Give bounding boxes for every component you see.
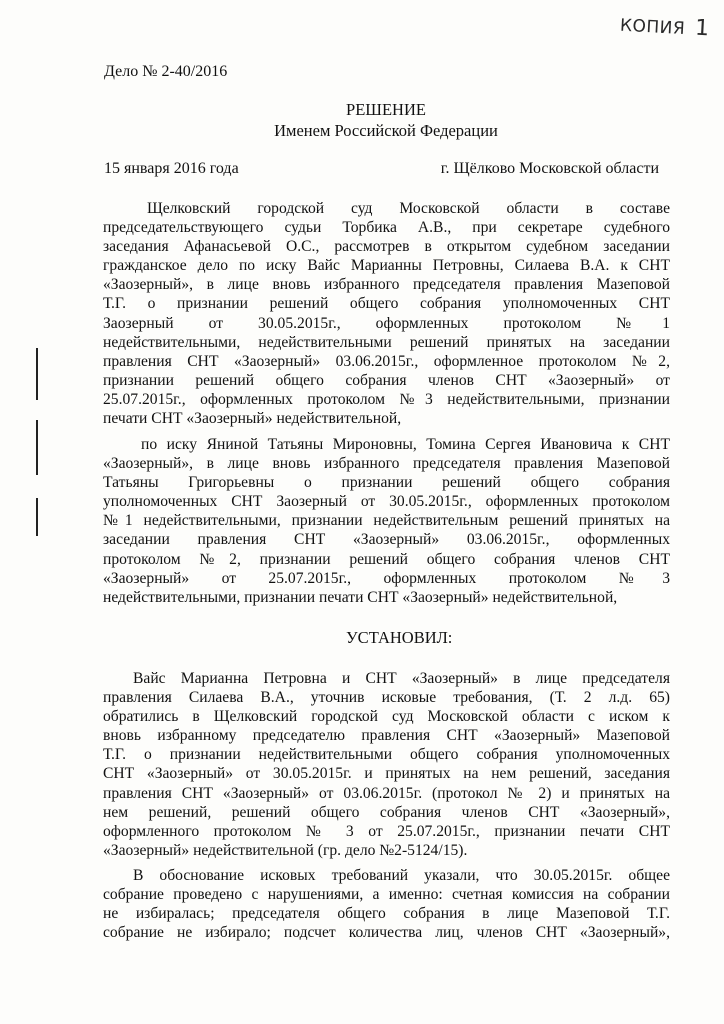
document-title: РЕШЕНИЕ: [346, 100, 426, 119]
text-line: Т.Г. о признании решений общего собрания уполномоченных СНТ: [103, 295, 670, 313]
text-line: «Заозерный» от 25.07.2015г., оформленных протоколом №3: [103, 569, 670, 587]
text-line: протоколом №2, признании решений общего собрания членов СНТ: [103, 550, 670, 568]
text-line: «Заозерный», в лице вновь избранного председателя правления Мазеповой: [103, 455, 670, 473]
text-line: правления СНТ «Заозерный» 03.06.2015г., оформленное протоколом №2,: [103, 352, 670, 370]
text-line: гражданское дело по иску Вайс Марианны Петровны, Силаева В.А. к СНТ: [103, 257, 670, 275]
text-line: печати СНТ «Заозерный» недействительной,: [103, 410, 402, 428]
text-line: собрание проведено с нарушениями, а именно: счетная комиссия на собрании: [103, 886, 670, 904]
text-line: правления СНТ «Заозерный» от 03.06.2015г. (протокол № 2) и принятых на: [103, 784, 670, 802]
text-line: собрание не избирало; подсчет количества лиц, членов СНТ «Заозерный»,: [103, 924, 670, 942]
document-subtitle: Именем Российской Федерации: [274, 121, 498, 140]
date-place-line: [104, 160, 659, 178]
text-line: вновь избранному председателю правления СНТ «Заозерный» Мазеповой: [103, 727, 670, 745]
text-line: В обоснование исковых требований указали, что 30.05.2015г. общее: [133, 867, 670, 884]
page-number: 1: [694, 15, 711, 42]
text-line: правления Силаева В.А., уточнив исковые требования, (Т. 2 л.д. 65): [103, 689, 670, 707]
text-line: СНТ «Заозерный» от 30.05.2015г. и принятых на нем решений, заседания: [103, 765, 670, 783]
second-claim-paragraph: [103, 435, 670, 607]
margin-mark: [36, 420, 38, 475]
copy-stamp: [620, 12, 711, 42]
text-line: Вайс Марианна Петровна и СНТ «Заозерный» в лице председателя: [133, 670, 670, 687]
margin-mark: [36, 348, 38, 400]
text-line: недействительными, признании печати СНТ «Заозерный» недействительной,: [103, 588, 618, 606]
text-line: недействительными, недействительными решений принятых на заседании: [103, 333, 670, 351]
text-line: нем решений, решений общего собрания членов СНТ «Заозерный»,: [103, 803, 670, 821]
text-line: обратились в Щелковский городской суд Московской области с иском к: [103, 708, 670, 726]
text-line: уполномоченных СНТ Заозерный от 30.05.2015г., оформленных протоколом: [103, 493, 670, 511]
decision-place: г. Щёлково Московской области: [440, 160, 659, 177]
text-line: по иску Яниной Татьяны Мироновны, Томина Сергея Ивановича к СНТ: [141, 436, 670, 453]
case-number: Дело № 2-40/2016: [104, 63, 228, 80]
copy-stamp-text: КОПИЯ: [619, 15, 687, 40]
text-line: Т.Г. о признании недействительными общего собрания уполномоченных: [103, 746, 670, 764]
text-line: оформленного протоколом № 3 от 25.07.2015г., признании печати СНТ: [103, 822, 670, 840]
text-line: не избиралась; председателя общего собрания в лице Мазеповой Т.Г.: [103, 905, 670, 923]
text-line: №1 недействительными, признании недействительным решений принятых на: [103, 512, 670, 530]
text-line: «Заозерный», в лице вновь избранного председателя правления Мазеповой: [103, 276, 670, 294]
text-line: Татьяны Григорьевны о признании решений общего собрания: [103, 474, 670, 492]
text-line: признании решений общего собрания членов СНТ «Заозерный» от: [103, 371, 670, 389]
grounds-paragraph: [103, 866, 670, 942]
text-line: Щелковский городской суд Московской области в составе: [147, 200, 670, 217]
text-line: Заозерный от 30.05.2015г., оформленных протоколом №1: [103, 314, 670, 332]
section-title: УСТАНОВИЛ:: [346, 628, 453, 647]
text-line: 25.07.2015г., оформленных протоколом №3 недействительными, признании: [103, 390, 670, 408]
established-paragraph: [103, 669, 670, 860]
decision-date: 15 января 2016 года: [104, 160, 239, 177]
text-line: заседании правления СНТ «Заозерный» 03.06.2015г., оформленных: [103, 531, 670, 549]
text-line: председательствующего судьи Торбика А.В., при секретаре судебного: [103, 219, 670, 237]
intro-paragraph: [103, 199, 670, 428]
margin-mark: [36, 498, 38, 536]
text-line: «Заозерный» недействительной (гр. дело №2-5124/15).: [103, 841, 468, 859]
text-line: заседания Афанасьевой О.С., рассмотрев в открытом судебном заседании: [103, 238, 670, 256]
